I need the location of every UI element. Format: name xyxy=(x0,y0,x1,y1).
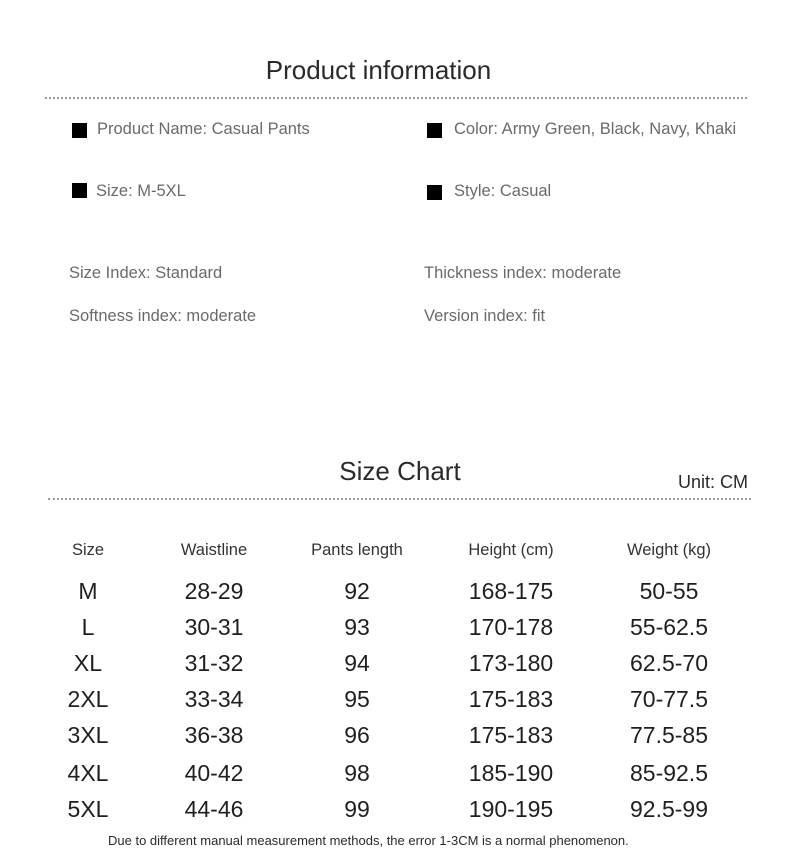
table-cell-pants-length: 99 xyxy=(344,796,370,822)
table-cell-weight: 85-92.5 xyxy=(629,760,708,786)
table-cell-pants-length: 95 xyxy=(344,686,370,712)
product-info-divider xyxy=(45,97,747,99)
index-size: Size Index: Standard xyxy=(69,264,223,282)
index-thickness: Thickness index: moderate xyxy=(424,264,622,282)
table-cell-pants-length: 92 xyxy=(344,578,370,604)
column-header-size: Size xyxy=(71,541,105,559)
product-info-title: Product information xyxy=(265,55,492,85)
table-cell-size: 2XL xyxy=(67,686,109,712)
bullet-square-icon xyxy=(427,123,442,138)
measurement-note: Due to different manual measurement methods, the error 1-3CM is a normal phenomenon. xyxy=(108,833,629,848)
table-cell-height: 185-190 xyxy=(468,760,554,786)
column-header-weight: Weight (kg) xyxy=(626,541,712,559)
table-cell-weight: 70-77.5 xyxy=(629,686,708,712)
table-cell-pants-length: 98 xyxy=(344,760,370,786)
size-chart-title: Size Chart xyxy=(339,456,461,486)
spec-size: Size: M-5XL xyxy=(96,182,186,200)
table-cell-weight: 55-62.5 xyxy=(629,614,708,640)
table-cell-weight: 62.5-70 xyxy=(629,650,708,676)
table-cell-size: 4XL xyxy=(67,760,109,786)
index-version: Version index: fit xyxy=(424,307,546,325)
bullet-square-icon xyxy=(72,183,87,198)
table-cell-size: XL xyxy=(73,650,103,676)
unit-label: Unit: CM xyxy=(678,472,749,492)
table-cell-waistline: 40-42 xyxy=(184,760,244,786)
table-cell-waistline: 33-34 xyxy=(184,686,244,712)
table-cell-waistline: 44-46 xyxy=(184,796,244,822)
bullet-square-icon xyxy=(427,185,442,200)
table-cell-weight: 92.5-99 xyxy=(629,796,708,822)
column-header-height: Height (cm) xyxy=(468,541,554,559)
table-cell-waistline: 36-38 xyxy=(184,722,244,748)
table-cell-weight: 77.5-85 xyxy=(629,722,708,748)
table-cell-pants-length: 93 xyxy=(344,614,370,640)
table-cell-waistline: 28-29 xyxy=(184,578,244,604)
table-cell-weight: 50-55 xyxy=(639,578,699,604)
table-cell-height: 173-180 xyxy=(468,650,554,676)
spec-product-name: Product Name: Casual Pants xyxy=(97,120,310,138)
table-cell-pants-length: 94 xyxy=(344,650,370,676)
table-cell-size: 3XL xyxy=(67,722,109,748)
table-cell-height: 190-195 xyxy=(468,796,554,822)
index-softness: Softness index: moderate xyxy=(69,307,257,325)
table-cell-waistline: 31-32 xyxy=(184,650,244,676)
table-cell-size: 5XL xyxy=(67,796,109,822)
bullet-square-icon xyxy=(72,123,87,138)
table-cell-waistline: 30-31 xyxy=(184,614,244,640)
spec-style: Style: Casual xyxy=(454,182,552,200)
table-cell-height: 168-175 xyxy=(468,578,554,604)
size-chart-divider xyxy=(48,498,751,500)
table-cell-height: 175-183 xyxy=(468,722,554,748)
spec-color: Color: Army Green, Black, Navy, Khaki xyxy=(454,120,737,138)
table-cell-pants-length: 96 xyxy=(344,722,370,748)
table-cell-size: M xyxy=(78,578,98,604)
column-header-waistline: Waistline xyxy=(180,541,248,559)
table-cell-size: L xyxy=(81,614,95,640)
column-header-pants-length: Pants length xyxy=(311,541,403,559)
table-cell-height: 170-178 xyxy=(468,614,554,640)
table-cell-height: 175-183 xyxy=(468,686,554,712)
